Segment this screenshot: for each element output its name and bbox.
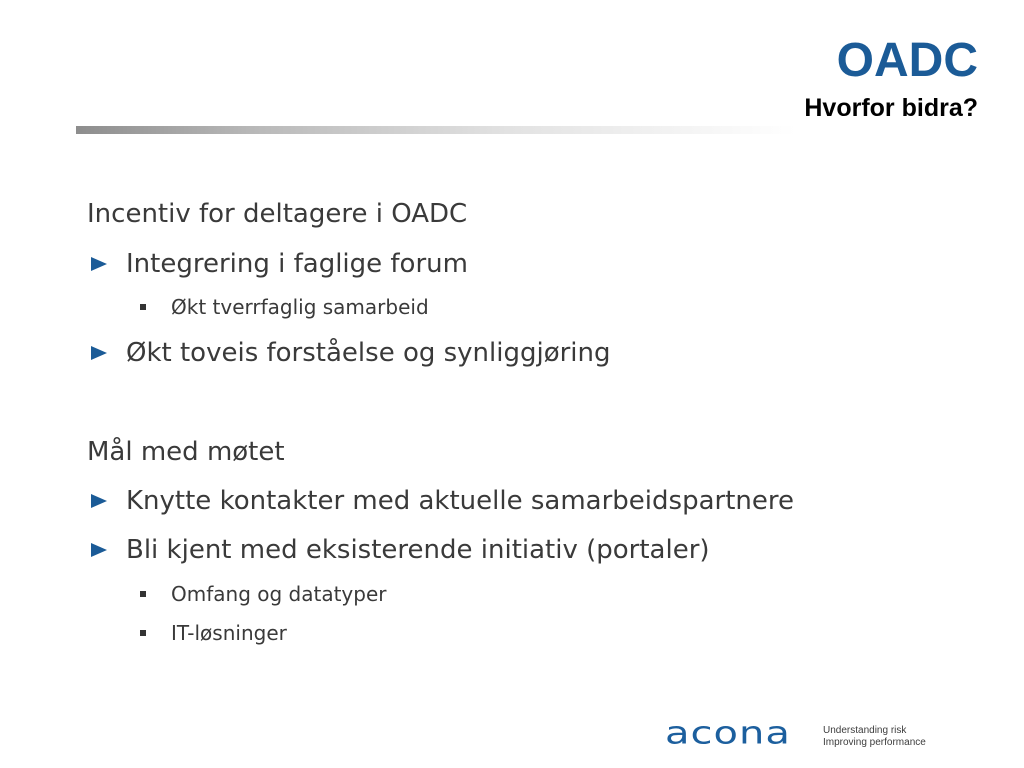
bullet-item: Bli kjent med eksisterende initiativ (portaler) [126, 535, 710, 565]
square-bullet-icon [140, 304, 146, 310]
slide-subtitle: Hvorfor bidra? [804, 94, 978, 122]
section-heading: Incentiv for deltagere i OADC [87, 199, 468, 229]
slide-title: OADC [836, 34, 978, 87]
arrow-bullet-icon [91, 543, 107, 557]
logo-tagline-line-1: Understanding risk [823, 725, 907, 736]
logo-wordmark: acona [665, 715, 791, 752]
bullet-item: Integrering i faglige forum [126, 249, 468, 279]
sub-bullet-item: Omfang og datatyper [171, 582, 387, 606]
sub-bullet-item: Økt tverrfaglig samarbeid [171, 295, 429, 319]
square-bullet-icon [140, 630, 146, 636]
logo-tagline-line-2: Improving performance [823, 737, 926, 748]
square-bullet-icon [140, 591, 146, 597]
bullet-item: Knytte kontakter med aktuelle samarbeidspartnere [126, 486, 794, 516]
arrow-bullet-icon [91, 494, 107, 508]
acona-logo [665, 715, 955, 758]
bullet-item: Økt toveis forståelse og synliggjøring [126, 338, 611, 368]
sub-bullet-item: IT-løsninger [171, 621, 287, 645]
arrow-bullet-icon [91, 257, 107, 271]
logo-tagline [823, 725, 926, 749]
section-heading: Mål med møtet [87, 437, 285, 467]
arrow-bullet-icon [91, 346, 107, 360]
